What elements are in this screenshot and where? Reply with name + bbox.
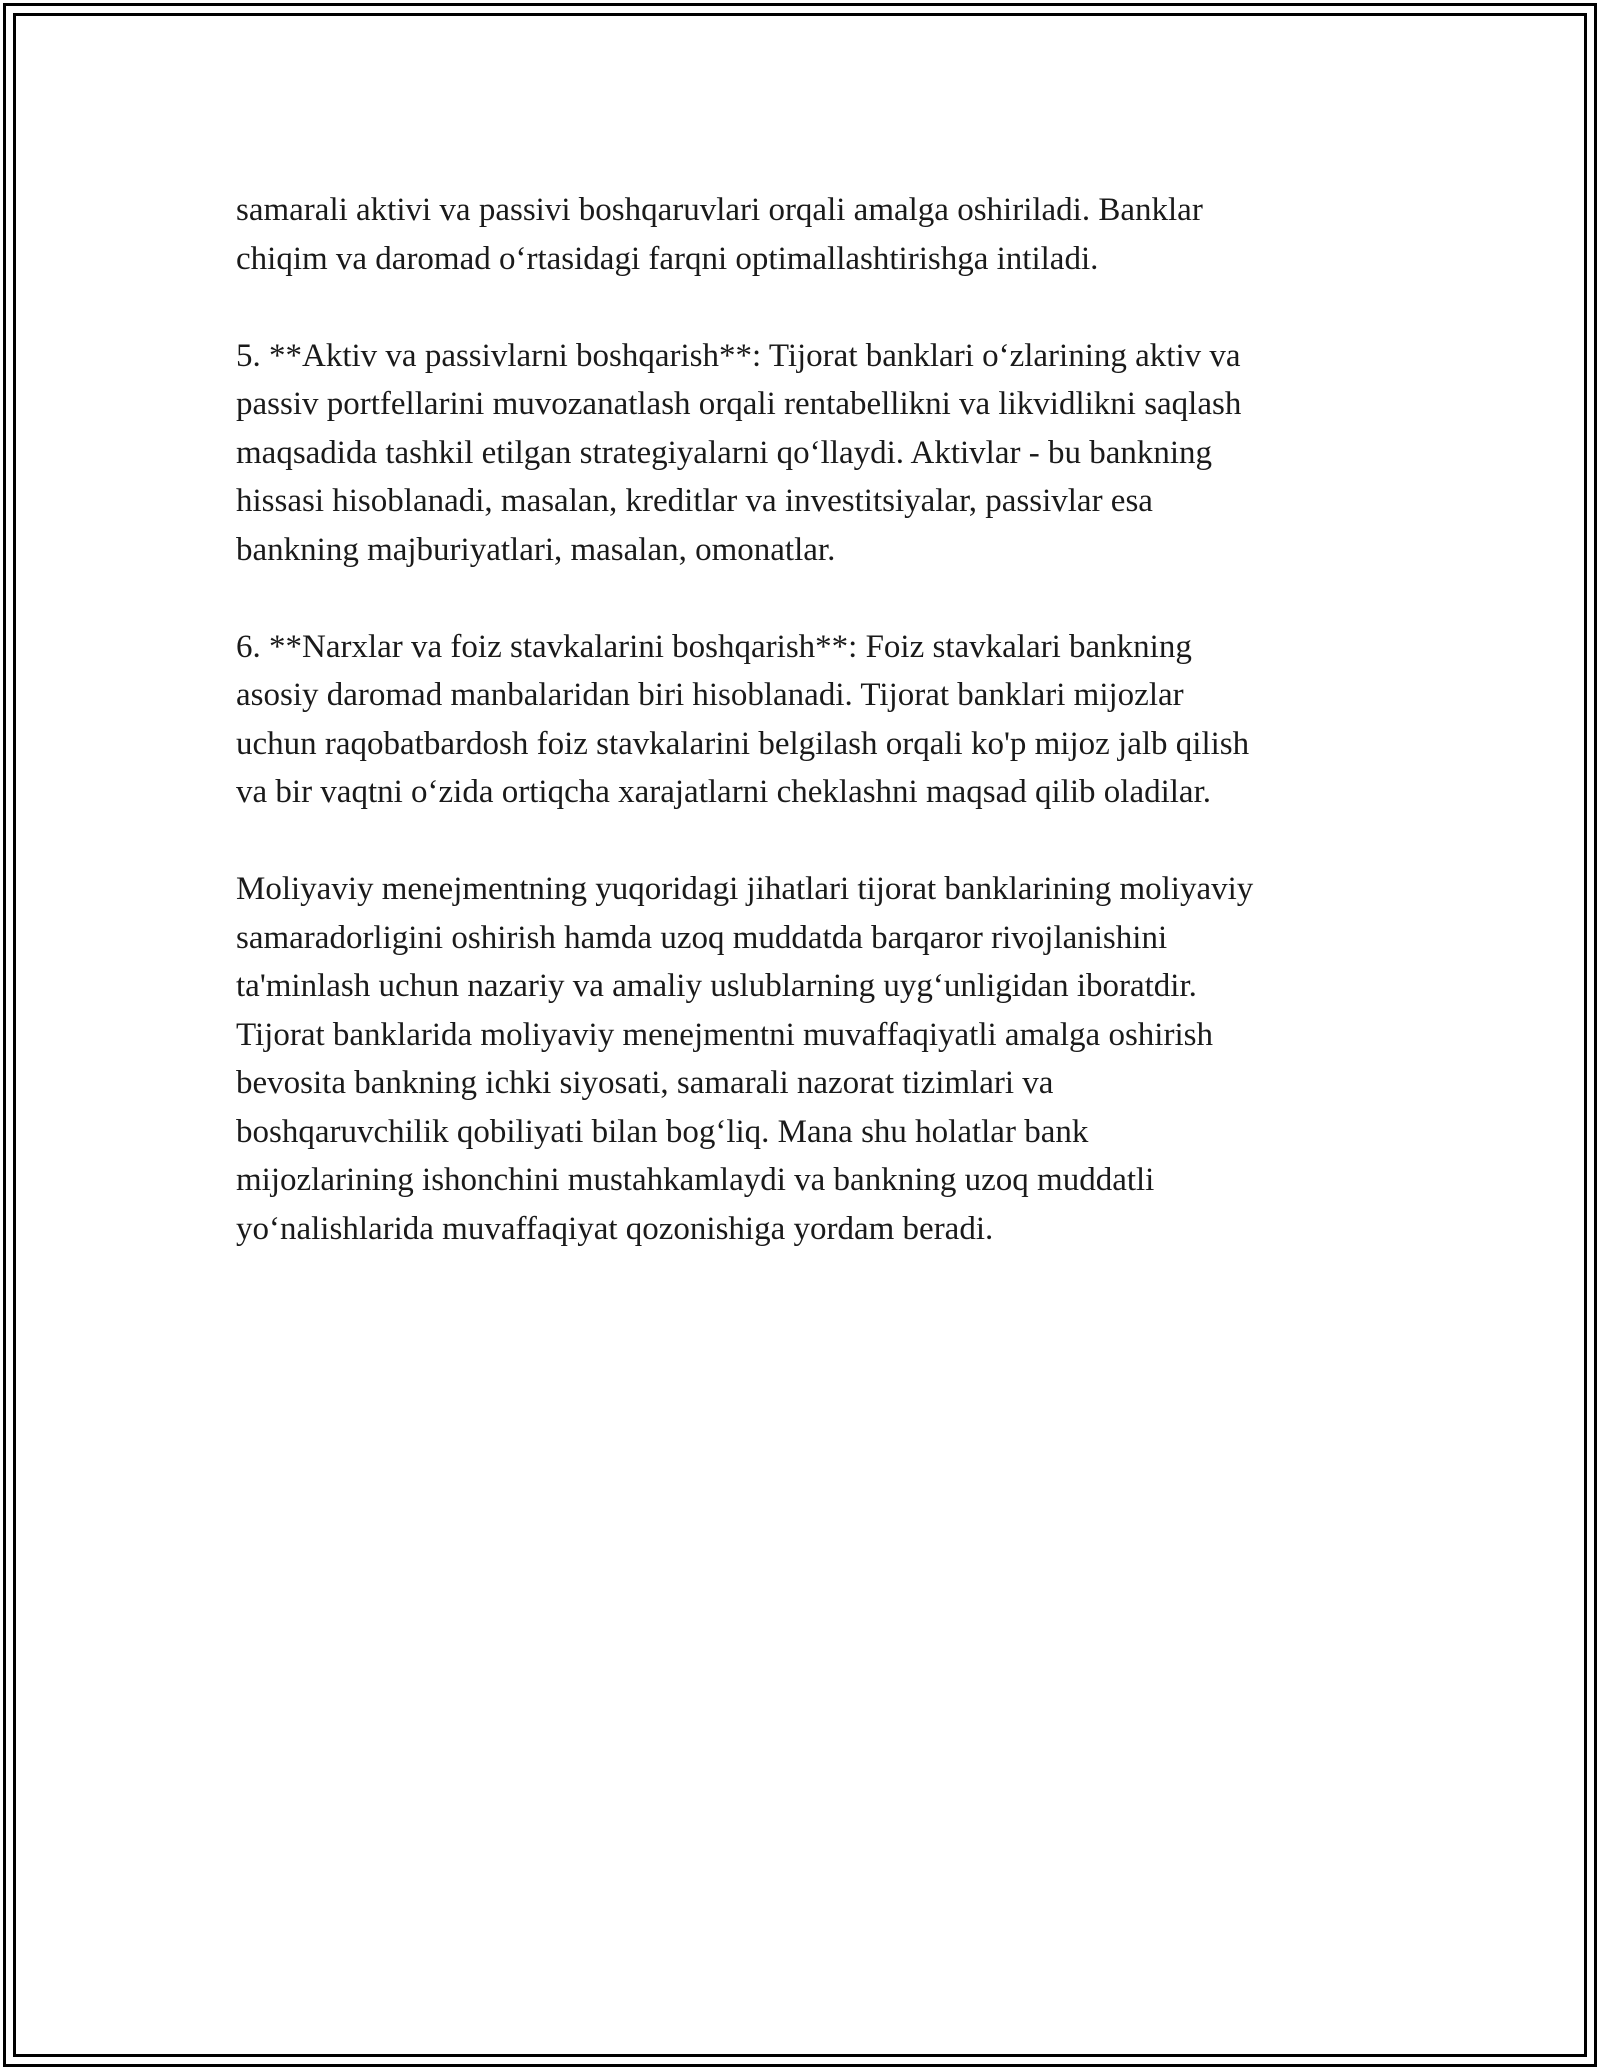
paragraph-item-5 [236,332,1386,575]
document-body [236,186,1386,1302]
text-line: hissasi hisoblanadi, masalan, kreditlar va investitsiyalar, passivlar esa [236,483,1153,519]
text-line: boshqaruvchilik qobiliyati bilan bogʻliq. Mana shu holatlar bank [236,1113,1089,1150]
paragraph-continuation [236,186,1386,283]
text-line: 5. **Aktiv va passivlarni boshqarish**: Tijorat banklari oʻzlarining aktiv va [236,337,1241,374]
text-line: asosiy daromad manbalaridan biri hisoblanadi. Tijorat banklari mijozlar [236,677,1184,713]
text-line: Tijorat banklarida moliyaviy menejmentni muvaffaqiyatli amalga oshirish [236,1016,1213,1053]
text-line: maqsadida tashkil etilgan strategiyalarni qoʻllaydi. Aktivlar - bu bankning [236,434,1213,471]
text-line: bankning majburiyatlari, masalan, omonatlar. [236,531,836,568]
text-line: yoʻnalishlarida muvaffaqiyat qozonishiga yordam beradi. [236,1210,994,1247]
text-line: chiqim va daromad oʻrtasidagi farqni optimallashtirishga intiladi. [236,240,1099,277]
text-line: mijozlarining ishonchini mustahkamlaydi va bankning uzoq muddatli [236,1162,1155,1198]
text-line: Moliyaviy menejmentning yuqoridagi jihatlari tijorat banklarining moliyaviy [236,871,1254,907]
paragraph-conclusion [236,865,1386,1253]
text-line: 6. **Narxlar va foiz stavkalarini boshqarish**: Foiz stavkalari bankning [236,628,1192,665]
text-line: bevosita bankning ichki siyosati, samarali nazorat tizimlari va [236,1065,1054,1101]
text-line: passiv portfellarini muvozanatlash orqali rentabellikni va likvidlikni saqlash [236,386,1242,422]
text-line: samaradorligini oshirish hamda uzoq muddatda barqaror rivojlanishini [236,919,1168,956]
text-line: va bir vaqtni oʻzida ortiqcha xarajatlarni cheklashni maqsad qilib oladilar. [236,774,1211,810]
paragraph-item-6 [236,623,1386,817]
text-line: ta'minlash uchun nazariy va amaliy uslublarning uygʻunligidan iboratdir. [236,968,1197,1004]
text-line: uchun raqobatbardosh foiz stavkalarini belgilash orqali ko'p mijoz jalb qilish [236,725,1250,762]
text-line: samarali aktivi va passivi boshqaruvlari orqali amalga oshiriladi. Banklar [236,192,1203,228]
